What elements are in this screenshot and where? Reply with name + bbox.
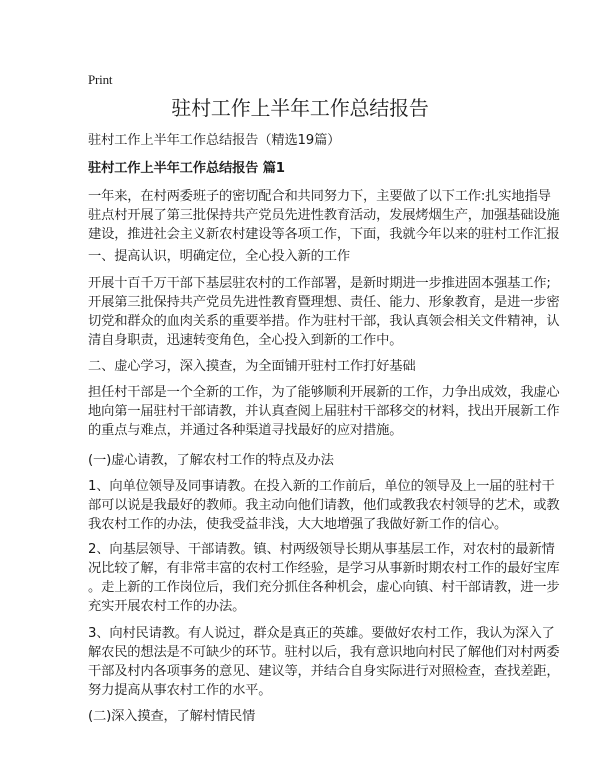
text-line: 驻点村开展了第三批保持共产党员先进性教育活动，发展烤烟生产，加强基础设施 — [88, 208, 560, 223]
text-line: 切党和群众的血肉关系的重要举措。作为驻村干部，我认真领会相关文件精神，认 — [88, 314, 560, 329]
section-subheading — [88, 357, 528, 376]
text-line: 一、提高认识，明确定位，全心投入新的工作 — [88, 249, 350, 264]
text-line: 努力提高从事农村工作的水平。 — [88, 683, 272, 698]
text-line: 二、虚心学习，深入摸查，为全面铺开驻村工作打好基础 — [88, 359, 416, 374]
text-line: 解农民的想法是不可缺少的环节。驻村以后，我有意识地向村民了解他们对村两委 — [88, 645, 560, 660]
text-line: (二)深入摸查，了解村情民情 — [88, 709, 256, 724]
text-line: 地向第一届驻村干部请教，并认真查阅上届驻村干部移交的材料，找出开展新工作 — [88, 404, 560, 419]
paragraph — [88, 624, 560, 700]
paragraph — [88, 383, 560, 440]
subtitle: 驻村工作上半年工作总结报告（精选19篇） — [88, 133, 341, 148]
text-line: 建设，推进社会主义新农村建设等各项工作，下面，我就今年以来的驻村工作汇报 — [88, 227, 560, 242]
paragraph — [88, 477, 560, 534]
text-line: 3、向村民请教。有人说过，群众是真正的英雄。要做好农村工作，我认为深入了 — [88, 626, 555, 641]
text-line: 况比较了解，有非常丰富的农村工作经验，是学习从事新时期农村工作的最好宝库 — [88, 561, 560, 576]
paragraph — [88, 274, 560, 350]
text-line: 的重点与难点，并通过各种渠道寻找最好的应对措施。 — [88, 423, 403, 438]
text-line: 2、向基层领导、干部请教。镇、村两级领导长期从事基层工作，对农村的最新情 — [88, 542, 555, 557]
text-line: 部可以说是我最好的教师。我主动向他们请教，他们或教我农村领导的艺术，或教 — [88, 498, 560, 513]
paragraph — [88, 187, 560, 244]
text-line: (一)虚心请教，了解农村工作的特点及办法 — [88, 453, 334, 468]
text-line: 开展十百千万干部下基层驻农村的工作部署，是新时期进一步推进固本强基工作; — [88, 276, 551, 291]
text-line: 。走上新的工作岗位后，我们充分抓住各种机会，虚心向镇、村干部请教，进一步 — [88, 580, 560, 595]
text-line: 干部及村内各项事务的意见、建议等，并结合自身实际进行对照检查，查找差距， — [88, 664, 560, 679]
section-subheading — [88, 451, 528, 470]
paragraph — [88, 540, 560, 616]
print-link[interactable]: Print — [88, 72, 113, 87]
page-title: 驻村工作上半年工作总结报告 — [171, 96, 429, 120]
section-heading: 驻村工作上半年工作总结报告 篇1 — [88, 161, 285, 176]
text-line: 1、向单位领导及同事请教。在投入新的工作前后，单位的领导及上一届的驻村干 — [88, 479, 555, 494]
section-subheading — [88, 247, 528, 266]
text-line: 一年来，在村两委班子的密切配合和共同努力下，主要做了以下工作:扎实地指导 — [88, 189, 551, 204]
text-line: 我农村工作的办法，使我受益非浅，大大地增强了我做好新工作的信心。 — [88, 517, 508, 532]
section-subheading — [88, 707, 528, 726]
text-line: 开展第三批保持共产党员先进性教育暨理想、责任、能力、形象教育，是进一步密 — [88, 295, 560, 310]
text-line: 充实开展农村工作的办法。 — [88, 599, 246, 614]
text-line: 清自身职责，迅速转变角色，全心投入到新的工作中。 — [88, 333, 403, 348]
text-line: 担任村干部是一个全新的工作，为了能够顺利开展新的工作，力争出成效，我虚心 — [88, 385, 560, 400]
